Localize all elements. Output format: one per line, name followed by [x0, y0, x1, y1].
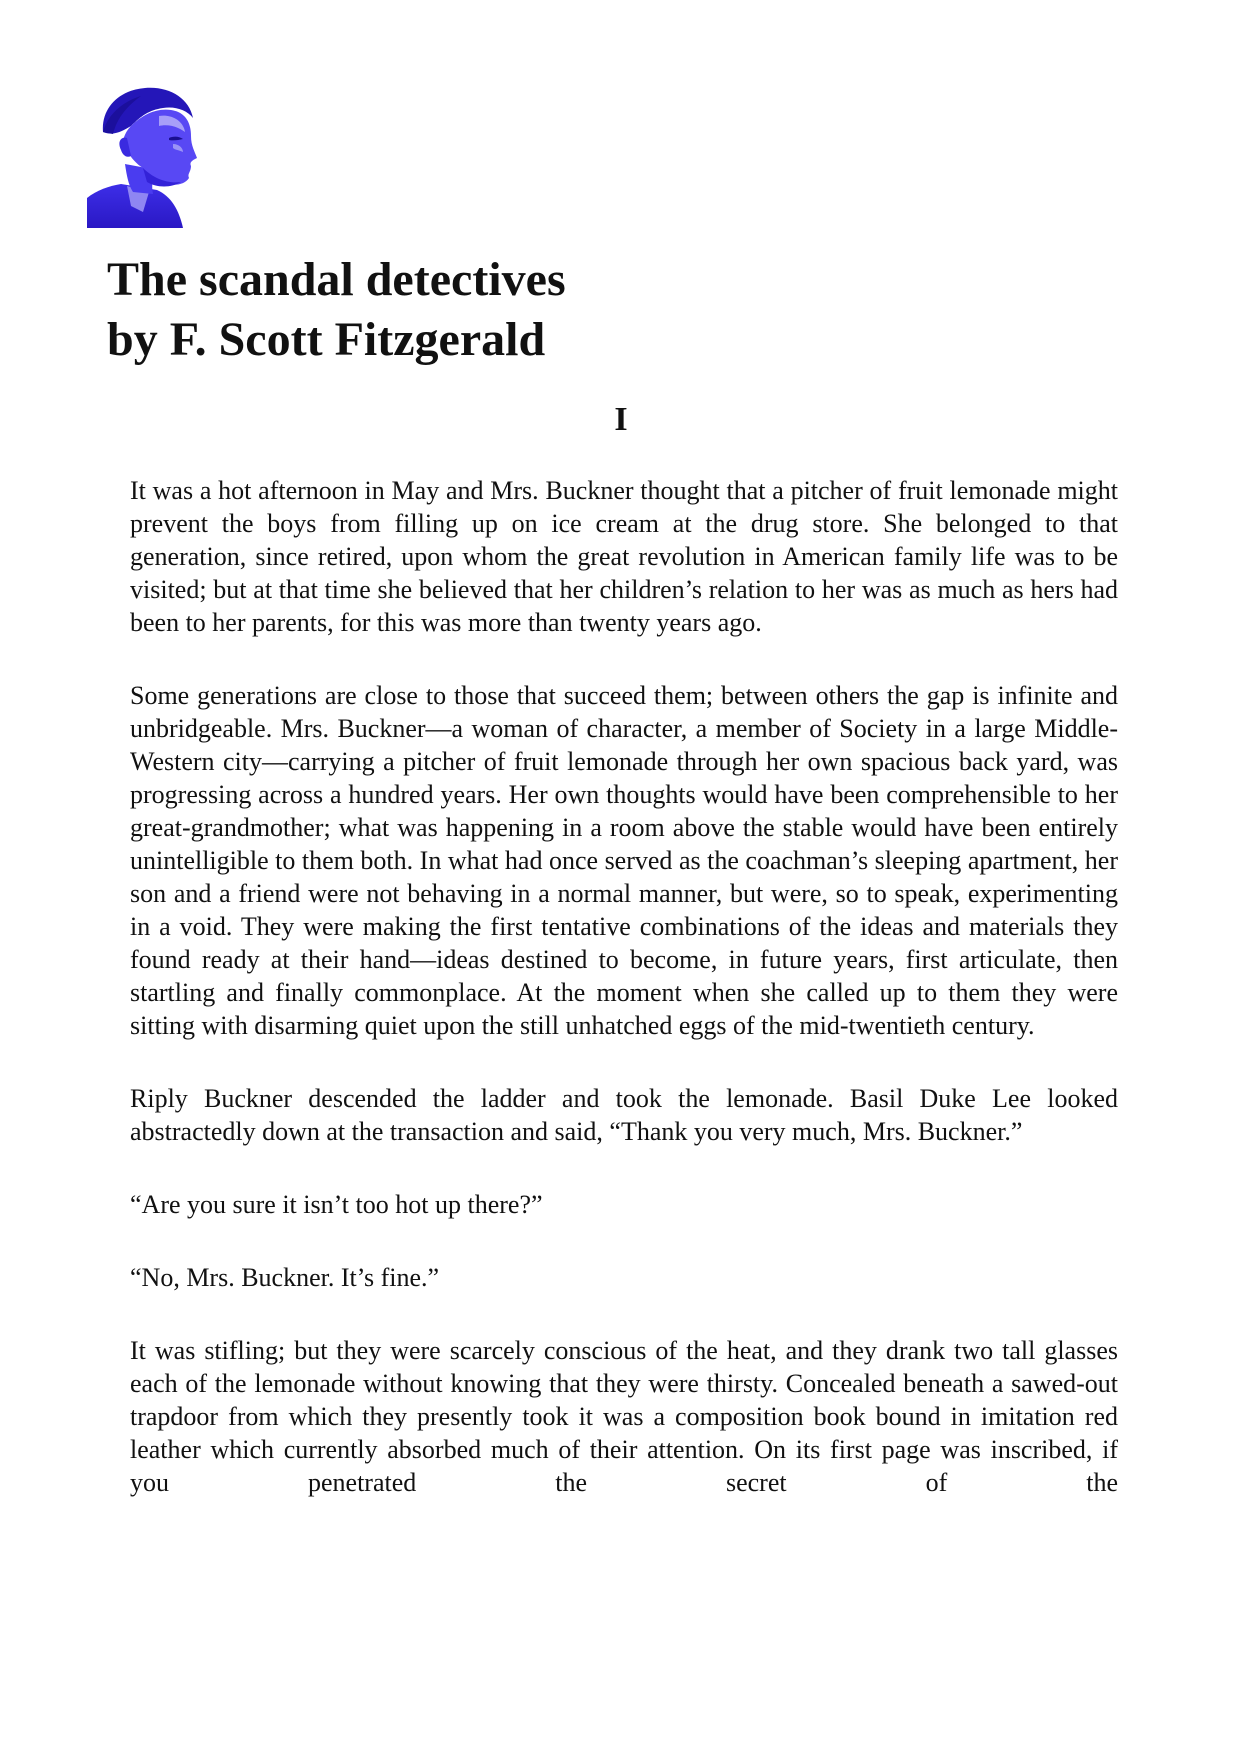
paragraph: “No, Mrs. Buckner. It’s fine.”: [130, 1263, 440, 1292]
title-line: The scandal detectives: [107, 253, 566, 306]
paragraph: Some generations are close to those that succeed them; between others the gap is infinite and unbridgeable. Mrs. Buckner—a woman of character, a member of Society in a large Middle-Western city—carrying a pitcher of fruit lemonade through her own spacious back yard, was progressing across a hundred years. Her own thoughts would have been comprehensible to her great-grandmother; what was happening in a room above the stable would have been entirely unintelligible to them both. In what had once served as the coachman’s sleeping apartment, her son and a friend were not behaving in a normal manner, but were, so to speak, experimenting in a void. They were making the first tentative combinations of the ideas and materials they found ready at their hand—ideas destined to become, in future years, first articulate, then startling and finally commonplace. At the moment when she called up to them they were sitting with disarming quiet upon the still unhatched eggs of the mid-twentieth century.: [130, 681, 1118, 1040]
body-text: [130, 474, 1118, 1499]
paragraph: It was a hot afternoon in May and Mrs. Buckner thought that a pitcher of fruit lemonade might prevent the boys from filling up on ice cream at the drug store. She belonged to that generation, since retired, upon whom the great revolution in American family life was to be visited; but at that time she believed that her children’s relation to her was as much as hers had been to her parents, for this was more than twenty years ago.: [130, 476, 1118, 637]
author-byline: by F. Scott Fitzgerald: [107, 313, 546, 366]
paragraph: Riply Buckner descended the ladder and took the lemonade. Basil Duke Lee looked abstractedly down at the transaction and said, “Thank you very much, Mrs. Buckner.”: [130, 1084, 1118, 1146]
chapter-heading: I: [614, 401, 628, 438]
paragraph: It was stifling; but they were scarcely conscious of the heat, and they drank two tall glasses each of the lemonade without knowing that they were thirsty. Concealed beneath a sawed-out trapdoor from which they presently took it was a composition book bound in imitation red leather which currently absorbed much of their attention. On its first page was inscribed, if you penetrated the secret of the: [130, 1336, 1118, 1497]
author-portrait-icon: [87, 86, 203, 228]
document-title: [107, 250, 566, 370]
paragraph: “Are you sure it isn’t too hot up there?”: [130, 1190, 543, 1219]
